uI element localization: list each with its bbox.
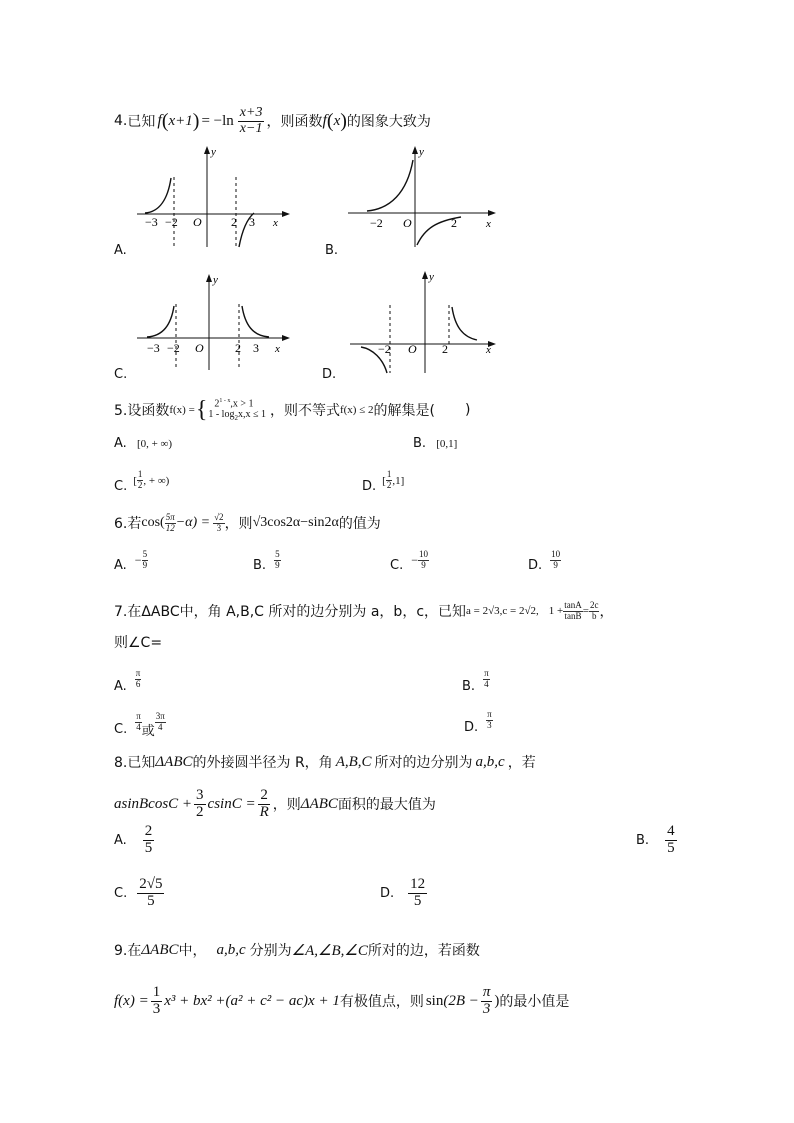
q9-pi-den: 3 bbox=[482, 1000, 491, 1017]
q7-one-plus: 1 + bbox=[548, 605, 564, 617]
q7-c-num2: 3π bbox=[155, 711, 165, 722]
q7-r-den: b bbox=[591, 610, 597, 621]
q8-c-den: 5 bbox=[147, 892, 155, 909]
q9-stem-a: 9.在 bbox=[114, 943, 142, 959]
q4-suffix: 的图象大致为 bbox=[346, 114, 431, 130]
q8-tri: ΔABC bbox=[155, 753, 193, 770]
q6-stem-a: 6.若 bbox=[114, 516, 142, 532]
q4-fx-arg: x bbox=[333, 112, 341, 129]
q9-stem-d: 所对的边，若函数 bbox=[367, 943, 480, 959]
q9-fx: f(x) = bbox=[114, 992, 149, 1009]
q9-stem-f: 的最小值是 bbox=[499, 994, 570, 1010]
q4-frac-num: x+3 bbox=[239, 104, 263, 120]
graph-a-y-label: y bbox=[211, 146, 216, 158]
graph-b-tick: 2 bbox=[451, 216, 457, 230]
q8-stem-line1 bbox=[114, 750, 536, 774]
q4-stem: 4. 已知 f ( x+1 ) = −ln $\frac{x+3}{x-1}$ ，则函数 f ( x ) 的图象大致为 bbox=[114, 104, 431, 136]
q5-stem-c: 的解集是( bbox=[373, 403, 435, 419]
q8-a-num: 2 bbox=[144, 823, 153, 839]
q6-minus: −α) = bbox=[175, 515, 211, 530]
q5-stem-a: 5.设函数 bbox=[114, 403, 170, 419]
graph-c-option-label[interactable]: C. bbox=[114, 367, 128, 382]
q6-option-a[interactable] bbox=[114, 548, 148, 573]
q5-case1: 2 bbox=[214, 397, 220, 409]
q6-c-den: 9 bbox=[421, 560, 426, 570]
q4-mid: ，则函数 bbox=[266, 114, 323, 130]
q5-c-open: [ bbox=[133, 474, 137, 487]
q5-c-rest: , + ∞) bbox=[143, 474, 170, 487]
q8-stem-b: 的外接圆半径为 R，角 bbox=[192, 755, 333, 771]
q8-b-label: B. bbox=[636, 832, 650, 848]
q7-comma: ， bbox=[599, 604, 614, 620]
q8-option-c[interactable] bbox=[114, 877, 166, 910]
q9-sin-a: (2B − bbox=[443, 992, 479, 1009]
graph-b-x-label: x bbox=[486, 218, 491, 230]
q6-d-label: D. bbox=[528, 558, 543, 573]
q5-stem: 5.设函数 f(x) = { $2^{1 - x},x > 1$ $1 - \log_2x,x \le 1$ ，则不等式 f(x) ≤ 2 的解集是( ) bbox=[114, 397, 471, 423]
q5-case2-sub: 2 bbox=[234, 414, 238, 423]
graph-d-x-label: x bbox=[486, 344, 491, 356]
q6-val-den: 3 bbox=[216, 522, 222, 533]
graph-b-origin: O bbox=[403, 216, 412, 230]
q8-a-den: 5 bbox=[144, 839, 153, 856]
q8-stem-e: ，则 bbox=[272, 797, 301, 813]
graph-c-tick: −2 bbox=[167, 341, 180, 355]
graph-d-tick: 2 bbox=[442, 342, 448, 356]
graph-a-x-label: x bbox=[273, 217, 278, 229]
q8-option-b[interactable] bbox=[636, 824, 679, 857]
q5-case2: 1 - log bbox=[208, 409, 235, 421]
q7-option-c[interactable] bbox=[114, 706, 166, 739]
q7-a-label: A. bbox=[114, 679, 127, 694]
q7-option-d[interactable] bbox=[464, 706, 493, 735]
q7-a-num: π bbox=[135, 668, 141, 679]
q8-f1-num: 3 bbox=[196, 786, 204, 803]
q6-stem-c: 的值为 bbox=[338, 516, 381, 532]
q5-b-label: B. bbox=[413, 436, 427, 451]
q7-c-den1: 4 bbox=[136, 722, 141, 732]
q5-a-value: [0, + ∞) bbox=[136, 438, 173, 450]
q6-val-num: √2 bbox=[214, 511, 224, 522]
q9-tri: ΔABC bbox=[141, 941, 179, 958]
q5-c-den: 2 bbox=[137, 480, 143, 490]
graph-b-y-label: y bbox=[419, 146, 424, 158]
q8-a-label: A. bbox=[114, 832, 127, 848]
q4-arg: x+1 bbox=[168, 112, 193, 129]
q4-graph-c bbox=[135, 270, 295, 370]
q5-d-rest: ,1] bbox=[392, 474, 405, 487]
q8-stem-c: 所对的边分别为 bbox=[374, 755, 473, 771]
q6-b-label: B. bbox=[253, 558, 267, 573]
graph-c-tick: 2 bbox=[235, 341, 241, 355]
graph-a-tick: 2 bbox=[231, 215, 237, 229]
q7-b-label: B. bbox=[462, 679, 476, 694]
q9-pi-num: π bbox=[482, 983, 491, 1000]
q5-ineq: f(x) ≤ 2 bbox=[339, 404, 374, 416]
q7-tan-den: tanB bbox=[564, 610, 582, 621]
q7-c-or: 或 bbox=[141, 724, 155, 739]
q8-tri2: ΔABC bbox=[300, 795, 338, 812]
q8-expr-a: asinBcosC + bbox=[114, 795, 193, 812]
graph-d-origin: O bbox=[408, 342, 417, 356]
q8-b-num: 4 bbox=[667, 823, 675, 839]
q6-option-d[interactable] bbox=[528, 548, 561, 573]
q7-line2: 则∠C= bbox=[114, 635, 163, 651]
q5-d-open: [ bbox=[382, 474, 386, 487]
q8-expr-b: csinC = bbox=[207, 795, 256, 812]
q8-b-den: 5 bbox=[667, 839, 675, 856]
q4-fx: f bbox=[322, 112, 327, 129]
q5-d-den: 2 bbox=[386, 480, 392, 490]
q4-eq: = −ln bbox=[201, 112, 234, 129]
q9-poly-b: (a² + c² − ac)x + 1 bbox=[225, 992, 340, 1009]
q8-option-d[interactable] bbox=[380, 877, 429, 910]
q8-c-label: C. bbox=[114, 885, 128, 901]
q9-c-den: 3 bbox=[152, 1000, 161, 1017]
graph-b-tick: −2 bbox=[370, 216, 383, 230]
q7-d-label: D. bbox=[464, 720, 479, 735]
q8-option-a[interactable] bbox=[114, 824, 156, 857]
q6-a-label: A. bbox=[114, 558, 127, 573]
graph-a-tick: −2 bbox=[165, 215, 178, 229]
q4-graph-b bbox=[345, 143, 505, 251]
q6-stem-b: ，则 bbox=[224, 516, 253, 532]
q5-fx: f(x) = bbox=[169, 404, 195, 416]
q9-stem-e: 有极值点，则 bbox=[339, 994, 424, 1010]
q8-c-num: 2√5 bbox=[139, 876, 163, 892]
q7-tan-num: tanA bbox=[564, 599, 582, 610]
graph-c-tick: 3 bbox=[253, 341, 259, 355]
graph-c-tick: −3 bbox=[147, 341, 160, 355]
q6-c-sign: − bbox=[411, 553, 418, 567]
q7-b-den: 4 bbox=[484, 679, 489, 689]
q7-r-num: 2c bbox=[589, 599, 599, 610]
q9-angles: ∠A,∠B,∠C bbox=[291, 942, 368, 959]
q7-stem bbox=[114, 596, 613, 626]
q6-d-num: 10 bbox=[551, 549, 561, 560]
q7-c-label: C. bbox=[114, 722, 128, 737]
q7-c-num1: π bbox=[136, 711, 141, 722]
graph-a-option-label[interactable]: A. bbox=[114, 243, 127, 258]
q4-f: f bbox=[157, 112, 162, 129]
q6-option-b[interactable] bbox=[253, 548, 281, 573]
q7-cond: a = 2√3,c = 2√2, bbox=[466, 605, 539, 617]
q9-stem-c: 分别为 bbox=[249, 943, 292, 959]
q5-case1-exp: 1 - x bbox=[219, 397, 231, 404]
q6-a-den: 9 bbox=[142, 560, 148, 570]
q6-option-c[interactable] bbox=[390, 548, 429, 573]
q4-fraction bbox=[238, 106, 265, 136]
q8-d-label: D. bbox=[380, 885, 395, 901]
q8-d-num: 12 bbox=[410, 876, 426, 892]
q6-a-num: 5 bbox=[142, 549, 148, 560]
graph-d-option-label[interactable]: D. bbox=[322, 367, 337, 382]
q8-d-den: 5 bbox=[413, 892, 422, 909]
q5-case2-cond: x,x ≤ 1 bbox=[237, 409, 266, 421]
q8-stem-a: 8.已知 bbox=[114, 755, 156, 771]
q5-c-num: 1 bbox=[137, 469, 143, 480]
q6-b-num: 5 bbox=[275, 549, 280, 560]
q7-b-num: π bbox=[484, 668, 489, 679]
graph-d-y-label: y bbox=[429, 271, 434, 283]
q4-graph-a bbox=[135, 143, 295, 251]
graph-a-origin: O bbox=[193, 215, 202, 229]
graph-d-tick: −2 bbox=[378, 342, 391, 356]
q6-c-label: C. bbox=[390, 558, 404, 573]
q5-b-value: [0,1] bbox=[436, 438, 458, 450]
q7-d-den: 3 bbox=[487, 720, 492, 730]
q7-a-den: 6 bbox=[135, 679, 141, 689]
q6-frac-num: 5π bbox=[165, 511, 175, 522]
q6-cos: cos( bbox=[141, 515, 165, 530]
q5-case1-cond: ,x > 1 bbox=[230, 397, 254, 409]
q9-stem-b: 中， bbox=[178, 943, 207, 959]
q8-f2-den: R bbox=[259, 803, 269, 820]
q9-sin-b: ) bbox=[494, 992, 500, 1009]
q4-graph-d bbox=[345, 267, 505, 375]
graph-a-tick: 3 bbox=[249, 215, 255, 229]
q5-d-label: D. bbox=[362, 479, 377, 494]
q7-c-den2: 4 bbox=[158, 722, 163, 732]
q9-stem-line2 bbox=[114, 980, 569, 1022]
q5-option-d[interactable] bbox=[362, 467, 404, 494]
q8-stem-f: 面积的最大值为 bbox=[337, 797, 436, 813]
q5-stem-d: ) bbox=[464, 402, 471, 418]
q7-eq: = bbox=[582, 605, 589, 617]
q5-d-num: 1 bbox=[386, 469, 392, 480]
graph-c-origin: O bbox=[195, 341, 204, 355]
q6-b-den: 9 bbox=[275, 560, 280, 570]
q4-number: 4. bbox=[114, 113, 128, 129]
q5-option-b[interactable] bbox=[413, 436, 457, 451]
q8-f2-num: 2 bbox=[260, 786, 268, 803]
q5-option-c[interactable] bbox=[114, 467, 169, 494]
q9-poly-a: x³ + bx² + bbox=[164, 992, 226, 1009]
q6-a-sign: − bbox=[134, 553, 142, 567]
q5-a-label: A. bbox=[114, 436, 127, 451]
q9-sin: sin bbox=[425, 992, 444, 1009]
q9-stem-line1 bbox=[114, 938, 480, 962]
q7-option-a[interactable] bbox=[114, 665, 141, 694]
q8-stem-line2 bbox=[114, 782, 436, 826]
q5-c-label: C. bbox=[114, 479, 128, 494]
q6-frac-den: 12 bbox=[165, 522, 175, 533]
q4-frac-den: x−1 bbox=[239, 120, 263, 136]
graph-c-y-label: y bbox=[213, 274, 218, 286]
graph-b-option-label[interactable]: B. bbox=[325, 243, 339, 258]
q6-stem bbox=[114, 509, 381, 537]
q8-abc: A,B,C bbox=[335, 753, 372, 770]
q8-stem-d: ，若 bbox=[507, 755, 536, 771]
q7-d-num: π bbox=[487, 709, 492, 720]
q8-sides: a,b,c bbox=[475, 753, 505, 770]
graph-a-tick: −3 bbox=[145, 215, 158, 229]
q5-option-a[interactable] bbox=[114, 436, 172, 451]
q9-sides: a,b,c bbox=[216, 941, 246, 958]
q7-stem-a: 7.在ΔABC中，角 A,B,C 所对的边分别为 a，b，c，已知 bbox=[114, 604, 467, 620]
q7-option-b[interactable] bbox=[462, 665, 490, 694]
q6-c-num: 10 bbox=[419, 549, 428, 560]
q8-f1-den: 2 bbox=[196, 803, 204, 820]
graph-c-x-label: x bbox=[275, 343, 280, 355]
q4-prefix: 已知 bbox=[127, 114, 156, 130]
q6-d-den: 9 bbox=[553, 560, 558, 570]
q5-piecewise bbox=[208, 398, 266, 423]
q9-c-num: 1 bbox=[152, 983, 161, 1000]
q6-expr: √3cos2α−sin2α bbox=[252, 515, 339, 530]
q5-stem-b: ，则不等式 bbox=[269, 403, 340, 419]
